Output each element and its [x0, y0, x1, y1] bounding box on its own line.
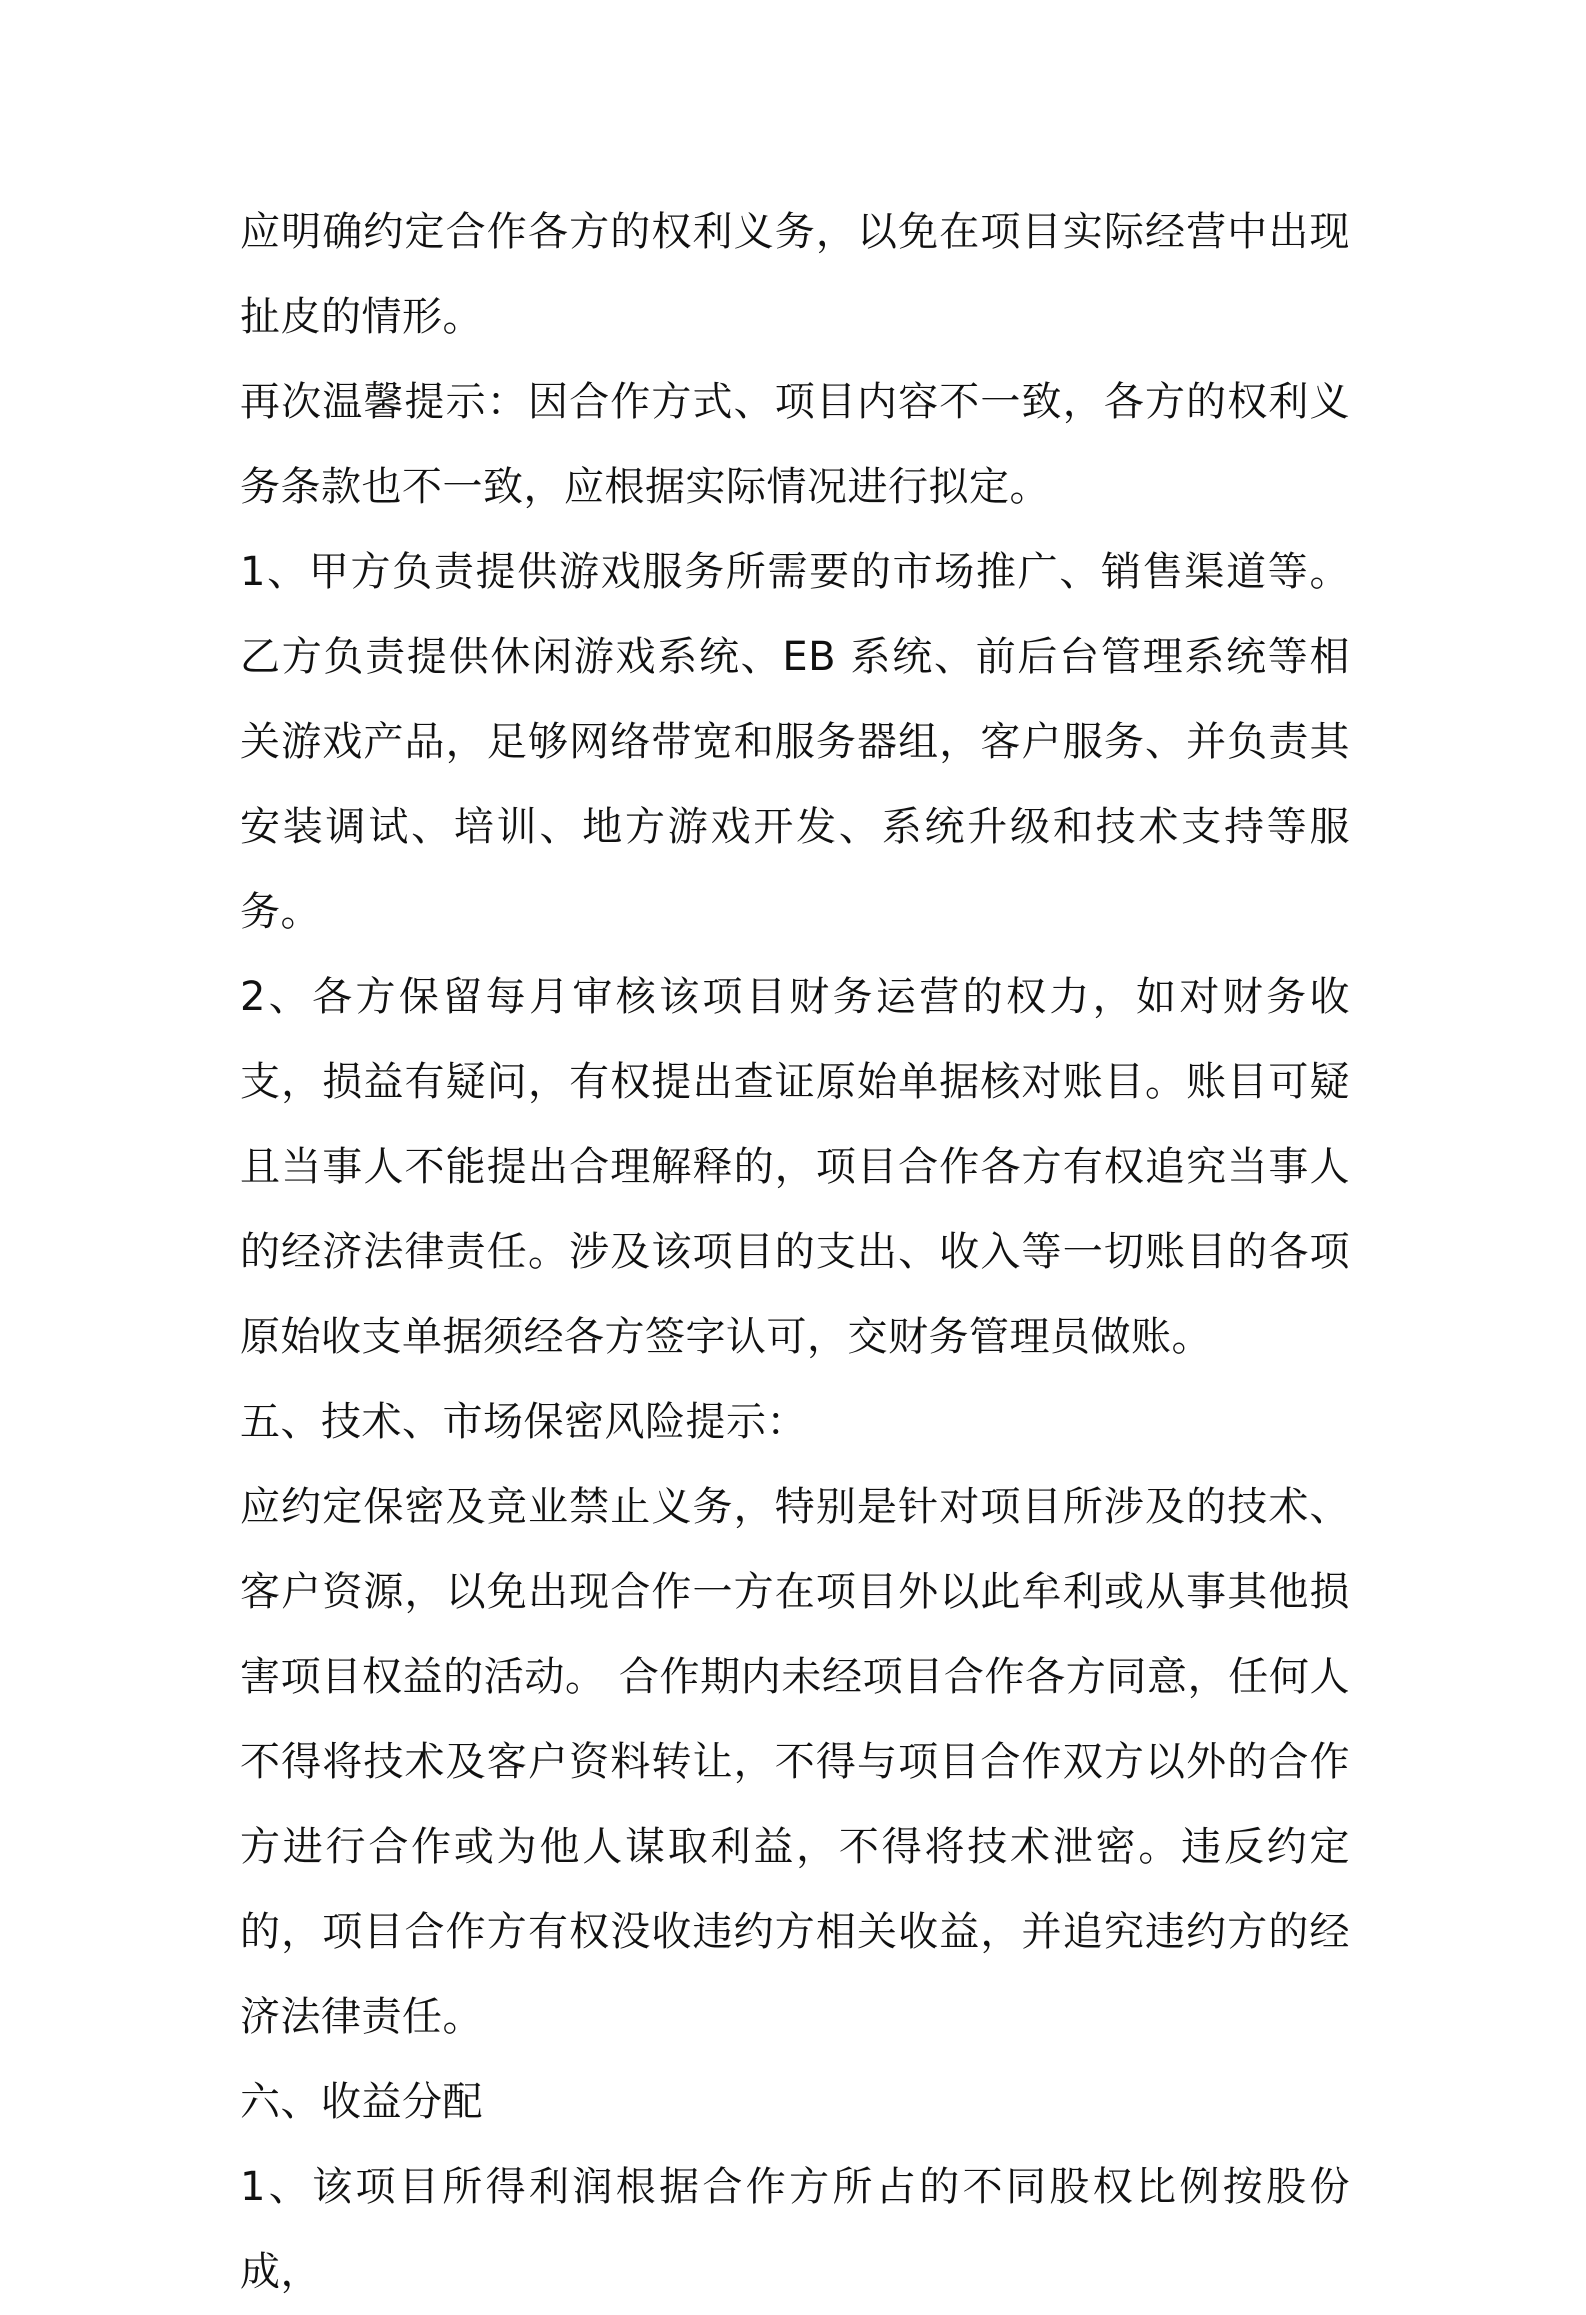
paragraph-clause-2-financial-audit: 2、各方保留每月审核该项目财务运营的权力，如对财务收支，损益有疑问，有权提出查证原始单据核对账目。账目可疑且当事人不能提出合理解释的，项目合作各方有权追究当事人的经济法律责任。涉及该项目的支出、收入等一切账目的各项原始收支单据须经各方签字认可，交财务管理员做账。	[240, 974, 1350, 1360]
paragraph-profit-clause-1: 1、该项目所得利润根据合作方所占的不同股权比例按股份成，	[240, 2164, 1350, 2295]
paragraph-confidentiality: 应约定保密及竞业禁止义务，特别是针对项目所涉及的技术、客户资源，以免出现合作一方在项目外以此牟利或从事其他损害项目权益的活动。 合作期内未经项目合作各方同意，任何人不得将技术及客户资料转让，不得与项目合作双方以外的合作方进行合作或为他人谋取利益，不得将技术泄密。违反约定的，项目合作方有权没收违约方相关收益，并追究违约方的经济法律责任。	[240, 1484, 1350, 2040]
paragraph-clause-1-responsibilities: 1、甲方负责提供游戏服务所需要的市场推广、销售渠道等。乙方负责提供休闲游戏系统、EB 系统、前后台管理系统等相关游戏产品，足够网络带宽和服务器组，客户服务、并负责其安装调试、培训、地方游戏开发、系统升级和技术支持等服务。	[240, 549, 1350, 935]
paragraph-reminder: 再次温馨提示：因合作方式、项目内容不一致，各方的权利义务条款也不一致，应根据实际情况进行拟定。	[240, 379, 1350, 510]
section-heading-confidentiality: 五、技术、市场保密风险提示：	[240, 1399, 807, 1445]
section-heading-profit-distribution: 六、收益分配	[240, 2079, 483, 2125]
paragraph-rights-obligations: 应明确约定合作各方的权利义务，以免在项目实际经营中出现扯皮的情形。	[240, 209, 1350, 340]
document-body	[240, 190, 1350, 2315]
